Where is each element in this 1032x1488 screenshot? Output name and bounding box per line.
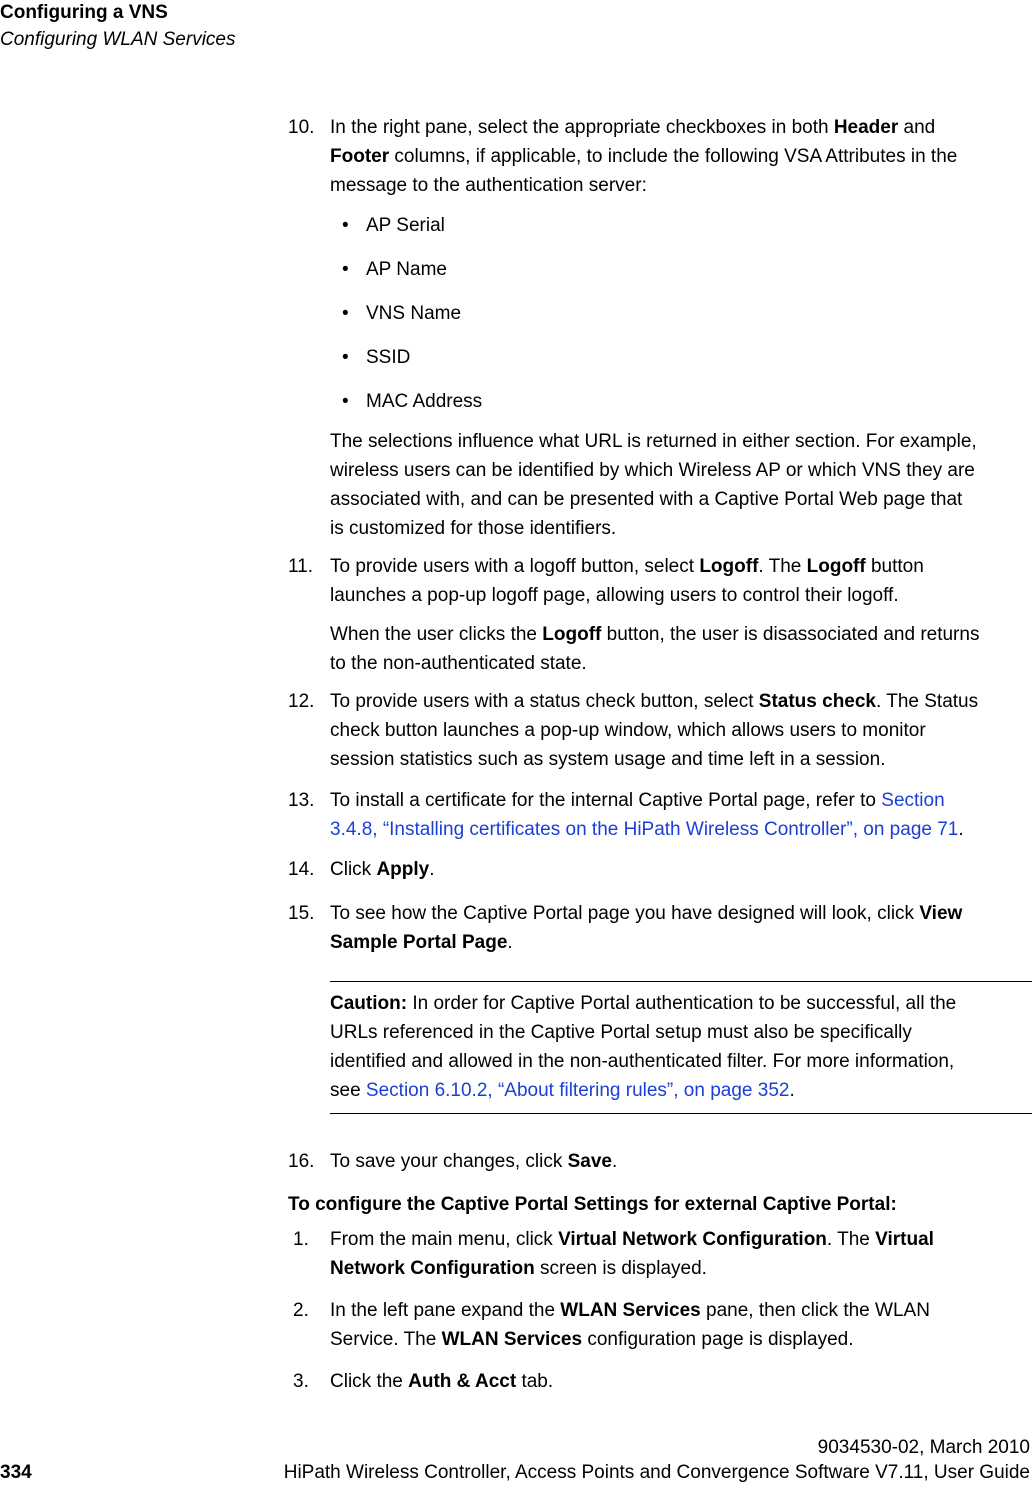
list-item: AP Serial <box>366 215 445 236</box>
step-text: message to the authentication server: <box>330 175 647 196</box>
step-number: 13. <box>288 790 315 811</box>
step-text: Sample Portal Page. <box>330 932 513 953</box>
step-text: To install a certificate for the internal Captive Portal page, refer to Section <box>330 790 945 811</box>
step-text: To save your changes, click Save. <box>330 1151 618 1172</box>
list-item: MAC Address <box>366 391 483 412</box>
caution-bottom-rule <box>330 1113 1032 1114</box>
list-item: VNS Name <box>366 303 462 324</box>
step-text: To provide users with a status check button, select Status check. The Status <box>330 691 979 712</box>
step-text: To provide users with a logoff button, select Logoff. The Logoff button <box>330 556 924 577</box>
caution-text: Caution: In order for Captive Portal authentication to be successful, all the <box>330 993 957 1014</box>
step-text: 3.4.8, “Installing certificates on the HiPath Wireless Controller”, on page 71. <box>330 819 964 840</box>
bullet-icon: • <box>342 259 349 280</box>
bullet-icon: • <box>342 347 349 368</box>
document-id: 9034530-02, March 2010 <box>817 1437 1030 1458</box>
step-text: Network Configuration screen is displayed. <box>330 1258 707 1279</box>
section-link[interactable]: Section 6.10.2, “About filtering rules”, on page 352 <box>365 1080 790 1101</box>
section-title: Configuring WLAN Services <box>0 29 236 50</box>
step-text: Footer columns, if applicable, to include the following VSA Attributes in the <box>330 146 958 167</box>
bullet-icon: • <box>342 303 349 324</box>
step-text: Click the Auth & Acct tab. <box>330 1371 554 1392</box>
paragraph-line: is customized for those identifiers. <box>330 518 617 539</box>
step-number: 14. <box>288 859 315 880</box>
page-number: 334 <box>0 1462 32 1483</box>
chapter-title: Configuring a VNS <box>0 2 168 23</box>
document-title: HiPath Wireless Controller, Access Points and Convergence Software V7.11, User Guide <box>283 1462 1030 1483</box>
caution-label: Caution: <box>330 993 408 1014</box>
step-number: 3. <box>293 1371 309 1392</box>
section-link[interactable]: 3.4.8, “Installing certificates on the HiPath Wireless Controller”, on page 71 <box>330 819 959 840</box>
caution-top-rule <box>330 981 1032 982</box>
step-text: Click Apply. <box>330 859 435 880</box>
step-text: In the left pane expand the WLAN Services pane, then click the WLAN <box>330 1300 930 1321</box>
list-item: AP Name <box>366 259 447 280</box>
step-number: 2. <box>293 1300 309 1321</box>
step-number: 16. <box>288 1151 315 1172</box>
step-text: session statistics such as system usage and time left in a session. <box>330 749 886 770</box>
step-text: In the right pane, select the appropriate checkboxes in both Header and <box>330 117 936 138</box>
step-number: 15. <box>288 903 315 924</box>
section-link[interactable]: Section <box>881 790 945 811</box>
step-text: to the non-authenticated state. <box>330 653 587 674</box>
paragraph-line: associated with, and can be presented with a Captive Portal Web page that <box>330 489 963 510</box>
step-number: 11. <box>288 556 314 577</box>
caution-text: see Section 6.10.2, “About filtering rules”, on page 352. <box>330 1080 795 1101</box>
paragraph-line: The selections influence what URL is returned in either section. For example, <box>330 431 977 452</box>
procedure-heading: To configure the Captive Portal Settings for external Captive Portal: <box>288 1194 897 1215</box>
step-text: From the main menu, click Virtual Network Configuration. The Virtual <box>330 1229 934 1250</box>
step-text: check button launches a pop-up window, which allows users to monitor <box>330 720 926 741</box>
step-text: launches a pop-up logoff page, allowing users to control their logoff. <box>330 585 899 606</box>
bullet-icon: • <box>342 391 349 412</box>
caution-text: identified and allowed in the non-authenticated filter. For more information, <box>330 1051 955 1072</box>
step-number: 12. <box>288 691 315 712</box>
list-item: SSID <box>366 347 411 368</box>
step-number: 1. <box>293 1229 309 1250</box>
bullet-icon: • <box>342 215 349 236</box>
caution-text: URLs referenced in the Captive Portal setup must also be specifically <box>330 1022 912 1043</box>
step-text: To see how the Captive Portal page you have designed will look, click View <box>330 903 963 924</box>
step-text: When the user clicks the Logoff button, the user is disassociated and returns <box>330 624 980 645</box>
step-text: Service. The WLAN Services configuration page is displayed. <box>330 1329 854 1350</box>
paragraph-line: wireless users can be identified by which Wireless AP or which VNS they are <box>330 460 975 481</box>
step-number: 10. <box>288 117 315 138</box>
